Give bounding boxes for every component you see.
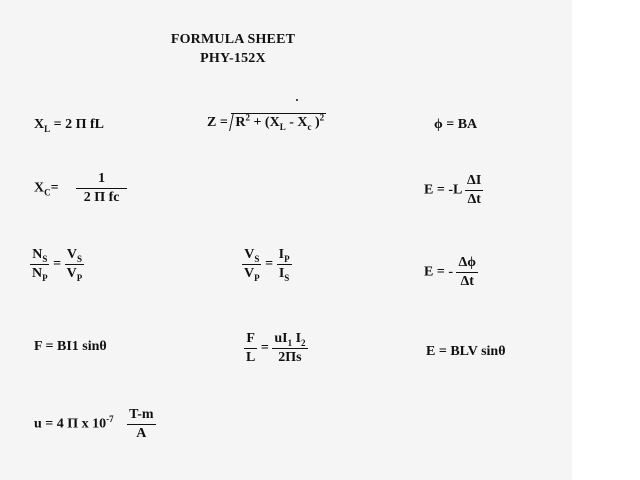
formula-transformer-ratio: $\frac{N_S}{N_P}$ = $\frac{V_S}{V_P}$ — [32, 247, 83, 283]
fraction: $\frac{F}{L}$ — [246, 331, 256, 365]
scan-speck — [296, 99, 298, 101]
fraction: $\frac{I_P}{I_S}$ — [278, 247, 290, 283]
formula-permeability: u = 4 Π x $10^{-7}$ $\frac{T-m}{A}$ — [34, 407, 154, 441]
fraction: $\frac{T-m}{A}$ — [129, 407, 154, 441]
formula-self-induced-emf: E = -L $\frac{\Delta I}{\Delta t}$ — [424, 173, 482, 207]
square-root: $R^2 + (X_L - X_c$ )$^2$ — [231, 113, 326, 130]
formula-motional-emf: E = BLV sinθ — [426, 344, 506, 359]
fraction: $\frac{1}{\text{2 Π fc}}$ — [76, 172, 127, 205]
fraction: $\frac{V_S}{V_P}$ — [244, 247, 260, 283]
formula-flux: ϕ = BA — [434, 117, 478, 132]
formula-capacitive-reactance: $X_C=$ $\frac{1}{\text{2 Π fc}}$ — [34, 172, 127, 205]
formula-voltage-current-ratio: $\frac{V_S}{V_P}$ = $\frac{I_P}{I_S}$ — [244, 247, 290, 283]
course-code: PHY-152X — [200, 51, 266, 66]
fraction: $\frac{V_S}{V_P}$ — [66, 247, 83, 283]
sheet-title: FORMULA SHEET — [170, 32, 296, 47]
formula-faraday-emf: E = - $\frac{\Delta\phi}{\Delta t}$ — [424, 255, 476, 289]
fraction: $\frac{\Delta I}{\Delta t}$ — [467, 173, 482, 207]
formula-force-per-length: $\frac{F}{L}$ = $\frac{uI_1 I_2}{2\Pi s}$ — [246, 331, 306, 365]
fraction: $\frac{N_S}{N_P}$ — [32, 247, 48, 283]
fraction: $\frac{\Delta\phi}{\Delta t}$ — [458, 255, 476, 289]
formula-impedance: $Z = R^2 + (X_L - X_c$ )$^2$ — [207, 112, 325, 132]
fraction: $\frac{uI_1 I_2}{2\Pi s}$ — [274, 331, 306, 365]
formula-force-on-wire: F = BI1 sinθ — [34, 339, 107, 354]
formula-inductive-reactance: $X_L = 2$ Π fL — [34, 117, 105, 134]
